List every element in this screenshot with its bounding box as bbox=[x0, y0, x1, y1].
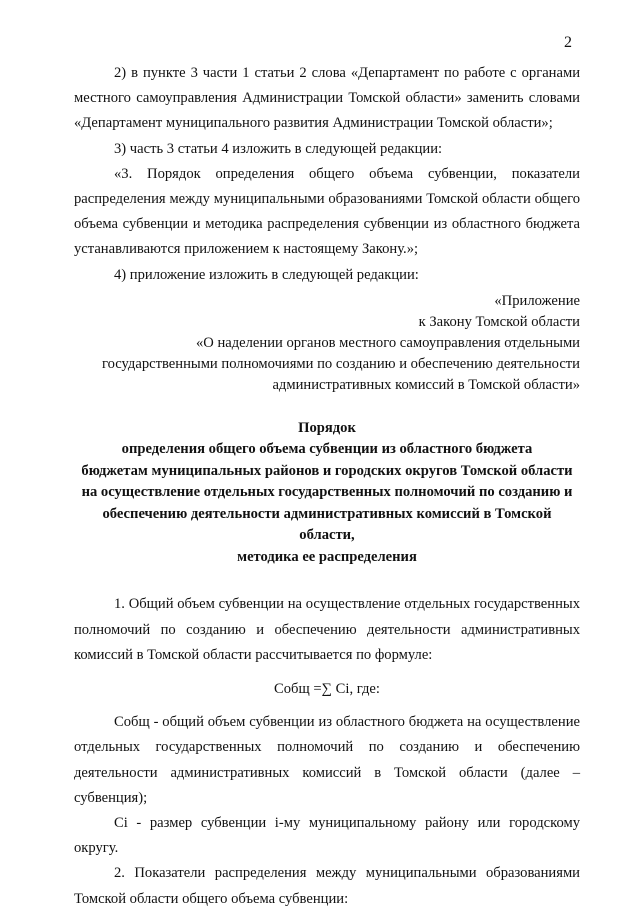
section-heading bbox=[74, 418, 580, 569]
heading-line: обеспечению деятельности административных комиссий в Томской области, bbox=[102, 505, 552, 544]
appendix-header-line: административных комиссий в Томской области» bbox=[272, 376, 580, 393]
amendment-item-3-text: «3. Порядок определения общего объема субвенции, показатели распределения между муниципальными образованиями Томской области общего объема субвенции и методика распределения субвенции из областного бюджета устанавливаются приложением к настоящему Закону.»; bbox=[74, 165, 580, 258]
formula: Cобщ =∑ Ci, где: bbox=[274, 680, 380, 697]
appendix-header bbox=[74, 291, 580, 396]
heading-line: методика ее распределения bbox=[237, 548, 417, 565]
document-body bbox=[74, 61, 580, 912]
heading-line: бюджетам муниципальных районов и городских округов Томской области bbox=[81, 462, 573, 479]
appendix-header-line: государственными полномочиями по созданию и обеспечению деятельности bbox=[101, 355, 580, 372]
paragraph-2: 2. Показатели распределения между муниципальными образованиями Томской области общего объема субвенции: bbox=[74, 865, 580, 907]
amendment-item-3: 3) часть 3 статьи 4 изложить в следующей редакции: bbox=[114, 140, 443, 157]
formula-definition-total: Cобщ - общий объем субвенции из областного бюджета на осуществление отдельных государственных полномочий по созданию и обеспечению деятельности административных комиссий в Томской области (далее – субвенция); bbox=[74, 714, 580, 806]
paragraph-1: 1. Общий объем субвенции на осуществление отдельных государственных полномочий по созданию и обеспечению деятельности административных комиссий в Томской области рассчитывается по формуле: bbox=[74, 596, 580, 663]
heading-line: определения общего объема субвенции из областного бюджета bbox=[121, 441, 533, 458]
appendix-header-line: «О наделении органов местного самоуправления отдельными bbox=[195, 334, 580, 351]
appendix-header-line: к Закону Томской области bbox=[418, 313, 580, 330]
amendment-item-2: 2) в пункте 3 части 1 статьи 2 слова «Департамент по работе с органами местного самоуправления Администрации Томской области» заменить словами «Департамент муниципального развития Администрации Томской области»; bbox=[74, 65, 580, 132]
formula-definition-ci: Ci - размер субвенции i-му муниципальному району или городскому округу. bbox=[74, 814, 580, 857]
page-number: 2 bbox=[564, 34, 572, 51]
heading-line: на осуществление отдельных государственных полномочий по созданию и bbox=[81, 484, 573, 501]
heading-line: Порядок bbox=[298, 419, 356, 436]
amendment-item-4: 4) приложение изложить в следующей редакции: bbox=[114, 266, 419, 283]
appendix-header-line: «Приложение bbox=[494, 292, 580, 309]
